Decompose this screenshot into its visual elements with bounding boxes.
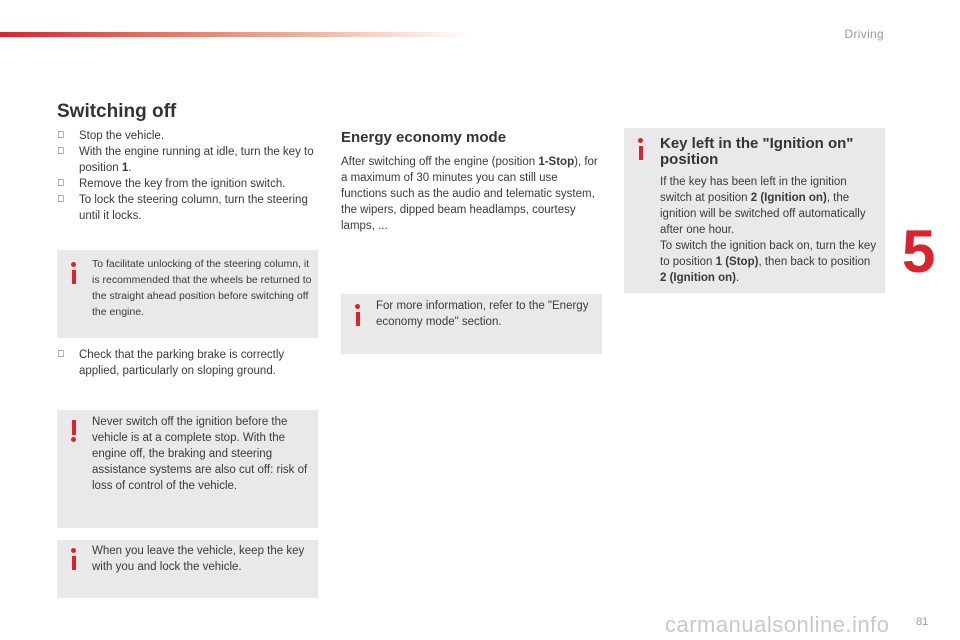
bullet-icon bbox=[57, 347, 65, 363]
info-box-energy: For more information, refer to the "Energy economy mode" section. bbox=[341, 294, 602, 354]
list-item: With the engine running at idle, turn the key to position 1. bbox=[57, 144, 322, 176]
watermark: carmanualsonline.info bbox=[665, 612, 890, 637]
parking-brake-step bbox=[57, 347, 322, 379]
info-icon bbox=[355, 304, 361, 326]
energy-economy-title: Energy economy mode bbox=[341, 129, 507, 146]
key-left-text: If the key has been left in the ignition switch at position 2 (Ignition on), the ignition will be switched off automatically after one hour. To switch the ignition back on, turn the key to position 1 (Stop), then back to position 2 (Ignition on). bbox=[660, 176, 877, 284]
list-item: Check that the parking brake is correctly applied, particularly on sloping ground. bbox=[57, 347, 322, 379]
header-accent-bar bbox=[0, 32, 470, 37]
switching-off-title: Switching off bbox=[57, 101, 177, 122]
warning-box: Never switch off the ignition before the vehicle is at a complete stop. With the engine off, the braking and steering assistance systems are also cut off: risk of loss of control of the vehicle. bbox=[57, 410, 318, 528]
bullet-icon bbox=[57, 128, 65, 144]
info-icon bbox=[71, 262, 77, 284]
list-item: Remove the key from the ignition switch. bbox=[57, 176, 322, 192]
info-icon bbox=[638, 138, 644, 160]
info-box-key: When you leave the vehicle, keep the key with you and lock the vehicle. bbox=[57, 540, 318, 598]
bullet-icon bbox=[57, 144, 65, 160]
list-item: To lock the steering column, turn the steering until it locks. bbox=[57, 192, 322, 224]
key-left-box bbox=[624, 128, 885, 293]
bullet-icon bbox=[57, 176, 65, 192]
warning-icon bbox=[71, 420, 77, 442]
list-item: Stop the vehicle. bbox=[57, 128, 322, 144]
energy-economy-text: After switching off the engine (position 1-Stop), for a maximum of 30 minutes you can still use functions such as the audio and telematic system, the wipers, dipped beam headlamps, courtesy lamps, ... bbox=[341, 156, 598, 232]
key-left-title: Key left in the "Ignition on" position bbox=[660, 135, 854, 168]
bullet-icon bbox=[57, 192, 65, 208]
chapter-title: Driving bbox=[844, 27, 884, 41]
page-number: 81 bbox=[916, 616, 929, 628]
info-icon bbox=[71, 548, 77, 570]
switching-off-steps bbox=[57, 128, 322, 224]
energy-economy-section bbox=[341, 130, 603, 234]
chapter-number: 5 bbox=[902, 218, 936, 285]
info-box-steering: To facilitate unlocking of the steering column, it is recommended that the wheels be returned to the straight ahead position before switching off the engine. bbox=[57, 250, 318, 338]
